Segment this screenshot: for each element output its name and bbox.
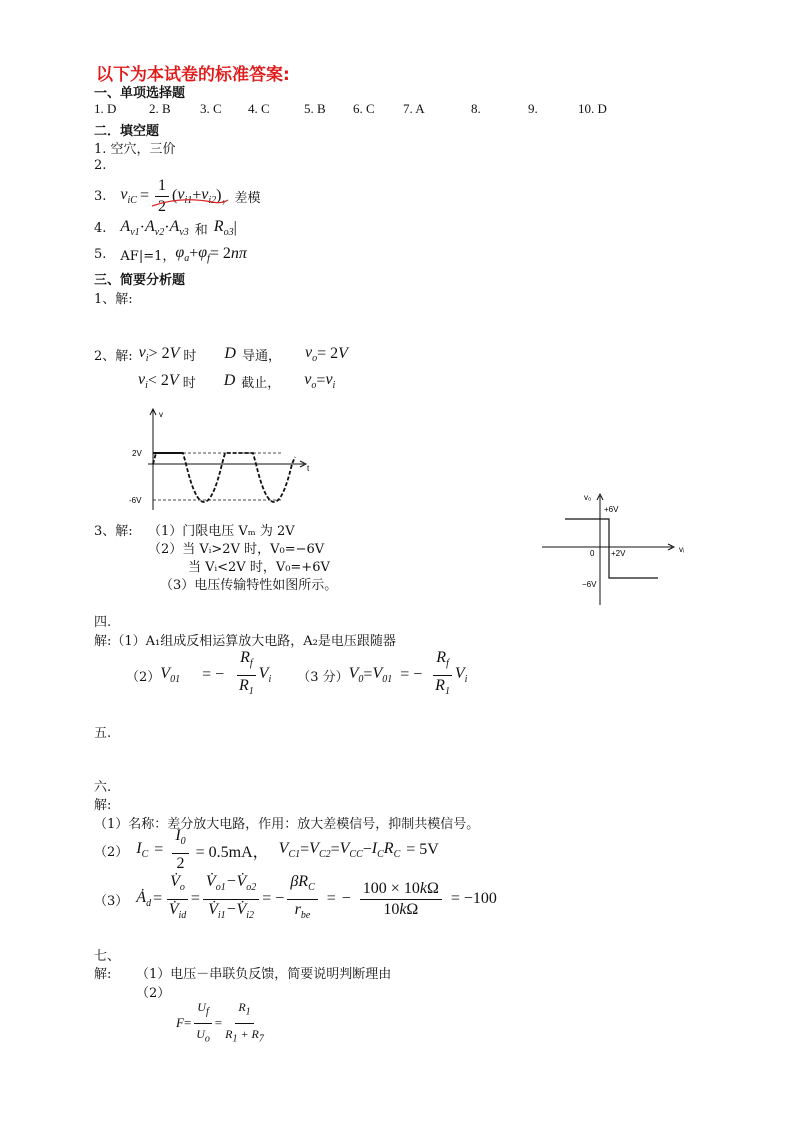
analysis-2-row1: 2、解: $v_i$ > 2 V 时 D 导通， $v_o$ = 2 V: [94, 344, 348, 365]
fill-answer-4: 4. $A_{v1}$ · $A_{v2}$ · $A_{v3}$ 和 $R_{o3}$ |: [94, 218, 237, 239]
q7-jie: 解:: [94, 967, 112, 982]
wave-y-label: v: [159, 410, 163, 419]
mcq-answer: 6. C: [353, 101, 375, 116]
q6-line2: （2） $I_C$ = $\frac{I_0}{2}$ = 0.5mA， $V_{C1}$ = $V_{C2}$ = $V_{CC}$ − $I_CR_C$ = 5V: [94, 827, 439, 872]
analysis-1: 1、解:: [94, 292, 133, 307]
fill-answer-2: 2.: [94, 158, 107, 173]
q4-line1: 解:（1）A₁组成反相运算放大电路，A₂是电压跟随器: [94, 634, 396, 649]
transfer-x-label: vᵢ: [679, 545, 685, 554]
mcq-answer: 3. C: [200, 101, 222, 116]
q6-heading: 六.: [94, 780, 112, 795]
q6-line3: （3） $Ȧ_d$ = $\frac{V̇_o}{V̇_{id}}$ = $\frac{V̇_{o1}-V̇_{o2}}{V̇_{i1}-V̇_{i2}}$ = − $\frac{\beta R_C}{r_{be}}$ = − $\frac{100 \times 10k\Omega}{10k\Omega}$ = −100: [94, 873, 497, 921]
section-heading-2: 二．填空题: [94, 124, 160, 139]
fill-answer-5: 5. AF|=1， $\varphi_a$ + $\varphi_f$ = 2 nπ: [94, 244, 247, 265]
analysis-3-label: 3、解:: [94, 524, 133, 539]
level-neg6v-label: -6V: [129, 496, 142, 505]
mcq-answer: 2. B: [149, 101, 171, 116]
minus-6v-label: −6V: [582, 580, 597, 589]
q7-formula: F = $\frac{U_f}{U_o}$ = $\frac{R_1}{R_1 + R_7}$: [176, 1003, 267, 1043]
transfer-y-label: v₀: [584, 493, 592, 502]
analysis-3-line3: 当 Vᵢ<2V 时，V₀=+6V: [188, 560, 330, 575]
analysis-3-line2: （2）当 Vᵢ>2V 时，V₀=−6V: [148, 542, 325, 557]
fill-answer-3: 3. $v_{iC}$ = $\frac{1}{2}$ ( $v_{i1}$ + $v_{i2}$ ) ，差模: [94, 176, 261, 215]
q6-jie: 解:: [94, 798, 112, 813]
q7-line1: （1）电压－串联负反馈，简要说明判断理由: [136, 967, 392, 982]
mcq-answer: 4. C: [248, 101, 270, 116]
q6-line1: （1）名称：差分放大电路，作用：放大差模信号，抑制共模信号。: [94, 817, 480, 832]
section-heading-1: 一、单项选择题: [94, 86, 186, 101]
clipped-waveform-figure: [128, 405, 318, 515]
mcq-answer: 8.: [471, 101, 481, 116]
q4-heading: 四.: [94, 615, 112, 630]
q5-heading: 五.: [94, 726, 112, 741]
analysis-3-line4: （3）电压传输特性如图所示。: [160, 578, 338, 593]
analysis-2-row2: $v_i$ < 2 V 时 D 截止， $v_o$ = $v_i$: [138, 371, 336, 392]
output-waveform: [153, 453, 295, 502]
mcq-answer: 7. A: [403, 101, 425, 116]
mcq-answer: 1. D: [94, 101, 117, 116]
page-title: 以下为本试卷的标准答案:: [96, 65, 290, 85]
q4-line2: （2） $V_{01}$ = − $\frac{R_f}{R_1}$ $V_i$ （3 分） $V_0$ = $V_{01}$ = − $\frac{R_f}{R_1}$ $V_i$: [126, 649, 468, 697]
mcq-answer: 5. B: [304, 101, 326, 116]
transfer-characteristic-figure: [540, 490, 700, 610]
mcq-answer: 10. D: [578, 101, 607, 116]
wave-x-label: t: [307, 464, 310, 473]
level-2v-label: 2V: [132, 449, 142, 458]
plus-2v-label: +2V: [611, 549, 626, 558]
plus-6v-label: +6V: [604, 505, 619, 514]
q7-heading: 七、: [94, 949, 121, 964]
section-heading-3: 三、简要分析题: [94, 273, 186, 288]
origin-label: 0: [590, 549, 595, 558]
mcq-answer: 9.: [528, 101, 538, 116]
analysis-3-line1: （1）门限电压 Vₘ 为 2V: [148, 524, 295, 539]
red-underline-mark: [150, 194, 230, 214]
fraction-one-half: $\frac{1}{2}$: [155, 176, 169, 217]
q7-line2: （2）: [136, 986, 171, 1001]
fill-answer-1: 1. 空穴，三价: [94, 142, 176, 157]
